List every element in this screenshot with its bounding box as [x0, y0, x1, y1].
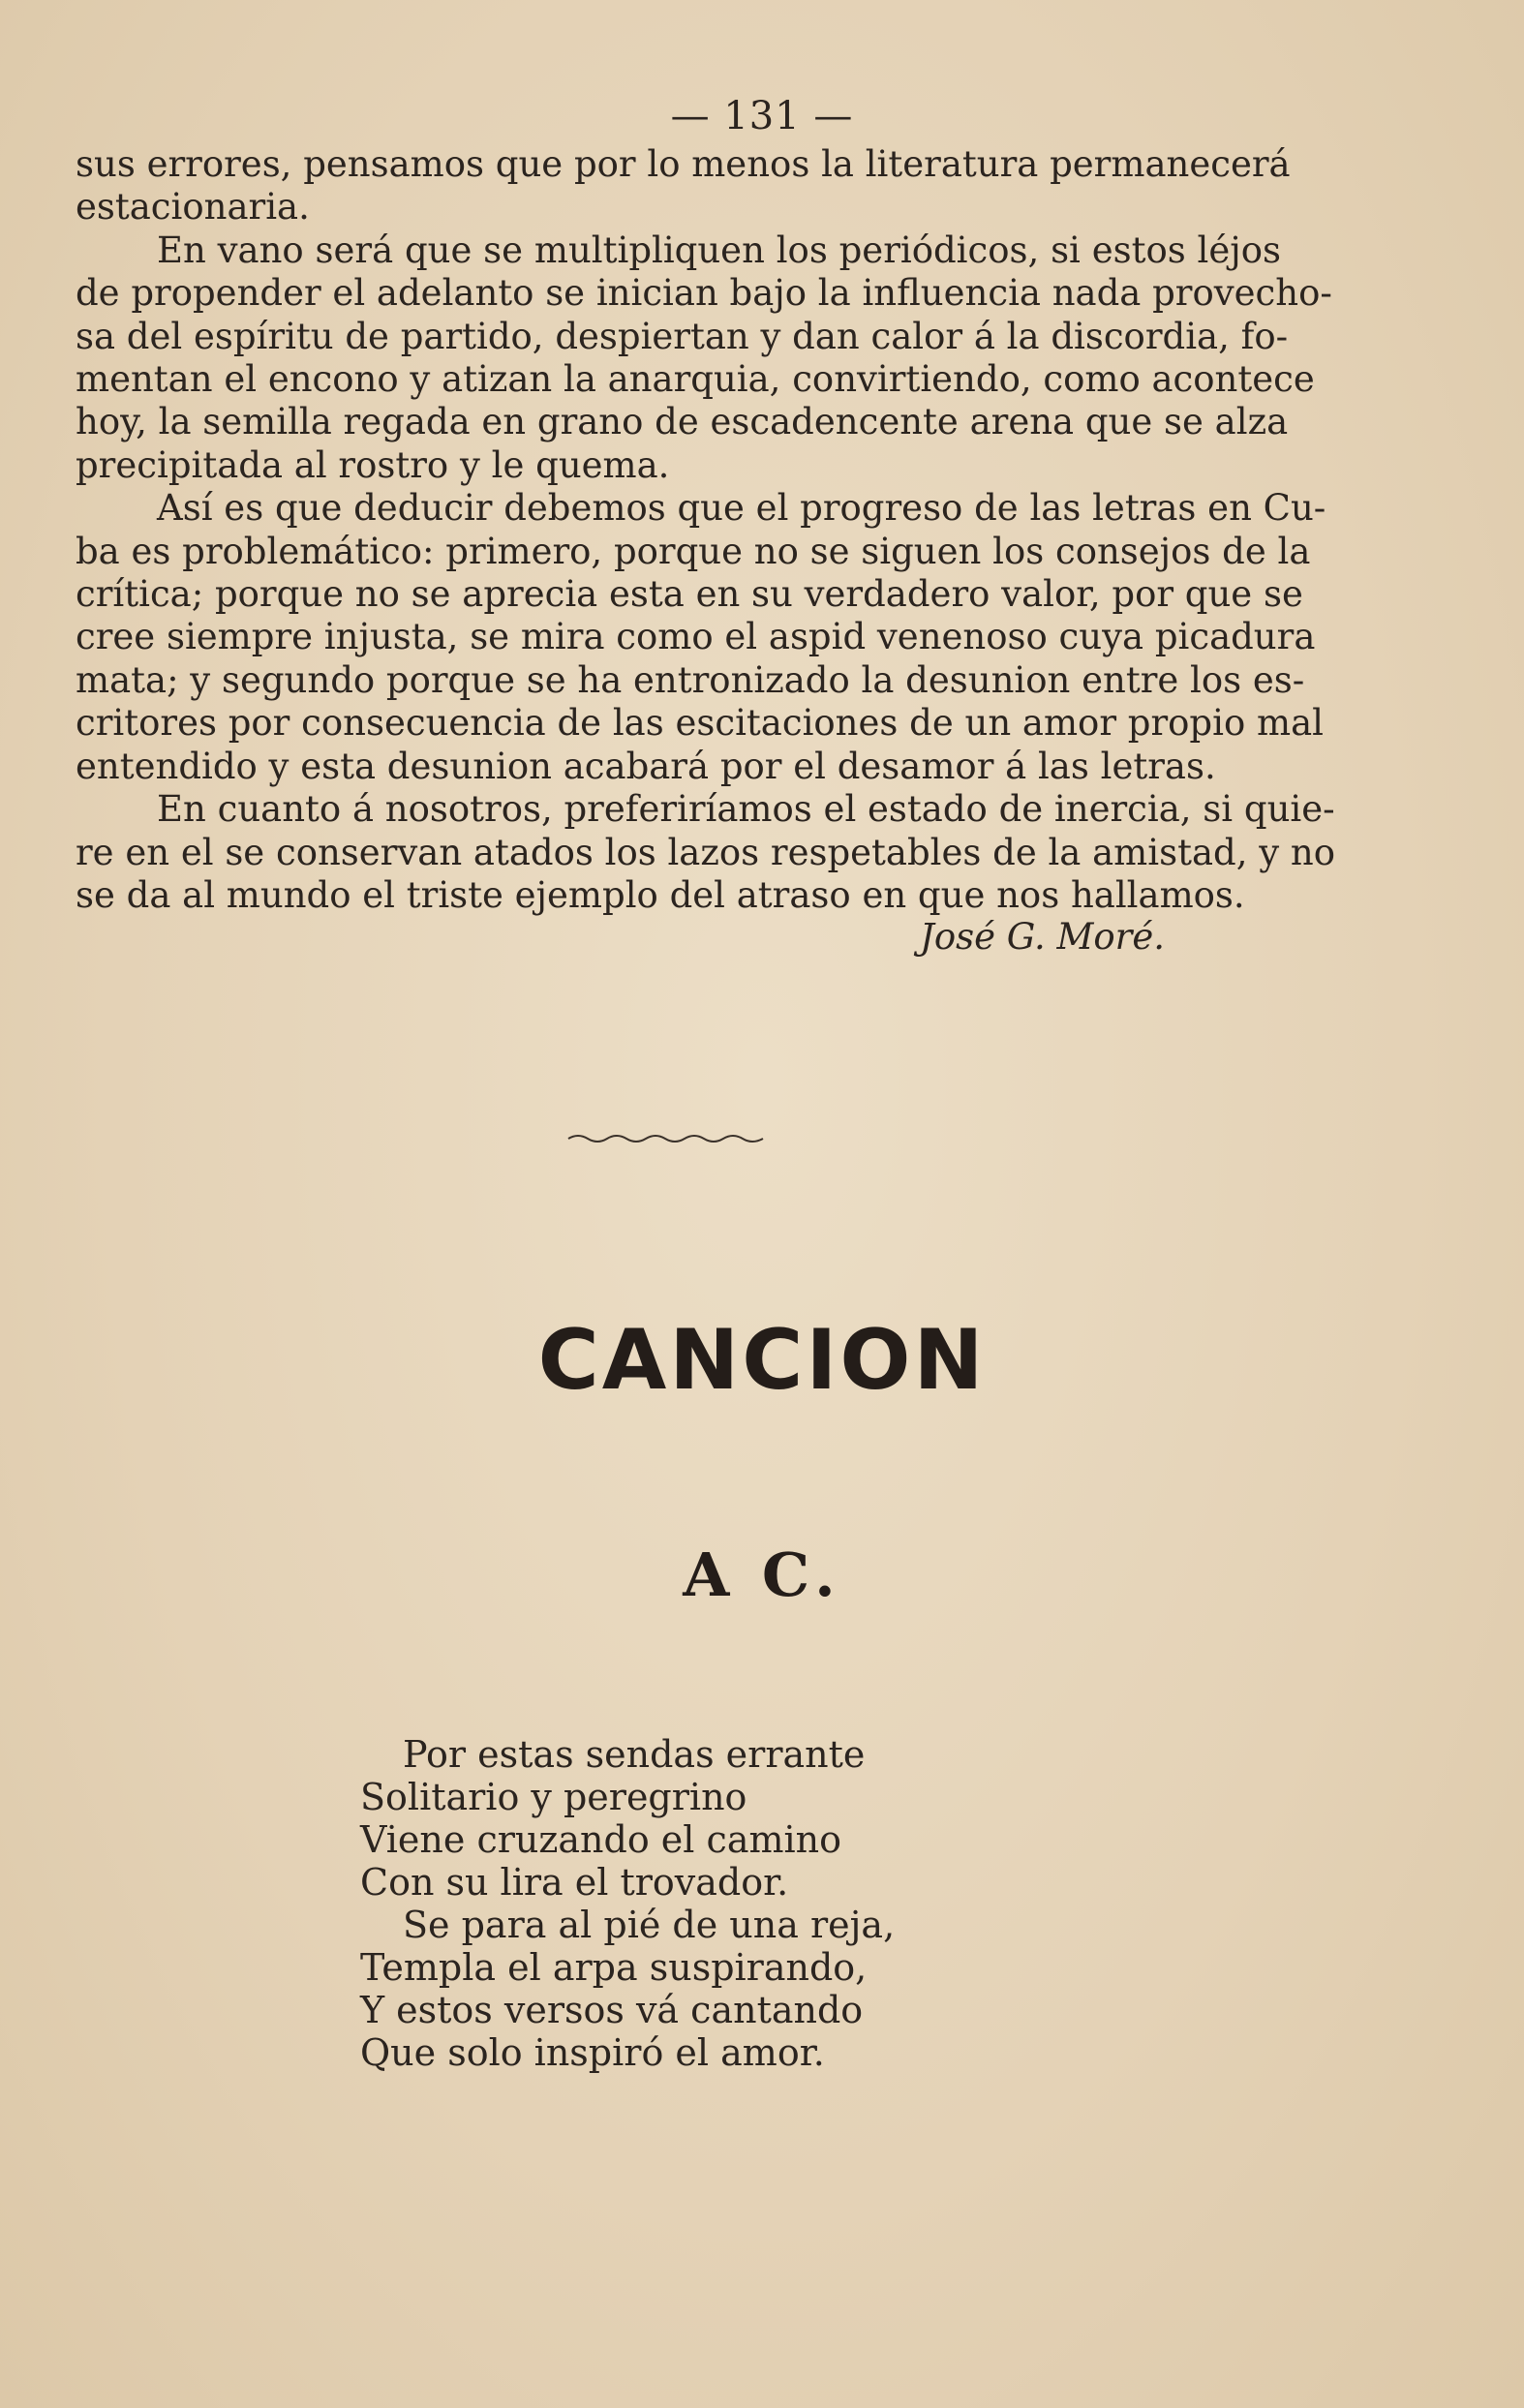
prose-line: En vano será que se multipliquen los periódicos, si estos léjos	[157, 229, 1281, 271]
poem-verse: Solitario y peregrino	[360, 1776, 747, 1818]
poem-verse: Viene cruzando el camino	[360, 1818, 842, 1861]
prose-line: se da al mundo el triste ejemplo del atraso en que nos hallamos.	[76, 873, 1245, 916]
section-title: CANCION	[537, 1312, 987, 1409]
poem-verse: Se para al pié de una reja,	[403, 1904, 896, 1946]
author-signature: José G. Moré.	[920, 916, 1166, 958]
poem-verse: Con su lira el trovador.	[360, 1861, 789, 1904]
prose-block	[76, 143, 1335, 917]
prose-line: critores por consecuencia de las escitaciones de un amor propio mal	[76, 702, 1324, 745]
page-number: — 131 —	[670, 94, 854, 138]
prose-line: estacionaria.	[76, 186, 310, 229]
poem-verse: Por estas sendas errante	[403, 1733, 866, 1776]
prose-line: En cuanto á nosotros, preferiríamos el estado de inercia, si quie-	[157, 788, 1335, 831]
prose-line: cree siempre injusta, se mira como el aspid venenoso cuya picadura	[76, 616, 1316, 658]
prose-line: sus errores, pensamos que por lo menos la literatura permanecerá	[76, 143, 1291, 185]
prose-line: mentan el encono y atizan la anarquia, convirtiendo, como acontece	[76, 358, 1315, 401]
prose-line: ba es problemático: primero, porque no se siguen los consejos de la	[76, 530, 1311, 572]
ornamental-divider	[566, 1131, 765, 1146]
prose-line: crítica; porque no se aprecia esta en su verdadero valor, por que se	[76, 573, 1303, 616]
poem-stanza	[360, 1733, 895, 2074]
dedication: A C.	[683, 1539, 841, 1610]
poem-verse: Templa el arpa suspirando,	[360, 1946, 868, 1989]
prose-line: de propender el adelanto se inician bajo la influencia nada provecho-	[76, 272, 1332, 315]
prose-line: mata; y segundo porque se ha entronizado la desunion entre los es-	[76, 658, 1305, 701]
poem-verse: Y estos versos vá cantando	[360, 1989, 864, 2031]
prose-line: precipitada al rostro y le quema.	[76, 443, 670, 486]
poem-verse: Que solo inspiró el amor.	[360, 2031, 825, 2074]
prose-line: sa del espíritu de partido, despiertan y dan calor á la discordia, fo-	[76, 315, 1289, 357]
prose-line: Así es que deducir debemos que el progreso de las letras en Cu-	[157, 487, 1326, 530]
prose-line: entendido y esta desunion acabará por el desamor á las letras.	[76, 745, 1216, 787]
prose-line: re en el se conservan atados los lazos respetables de la amistad, y no	[76, 831, 1335, 873]
prose-line: hoy, la semilla regada en grano de escadencente arena que se alza	[76, 401, 1289, 443]
